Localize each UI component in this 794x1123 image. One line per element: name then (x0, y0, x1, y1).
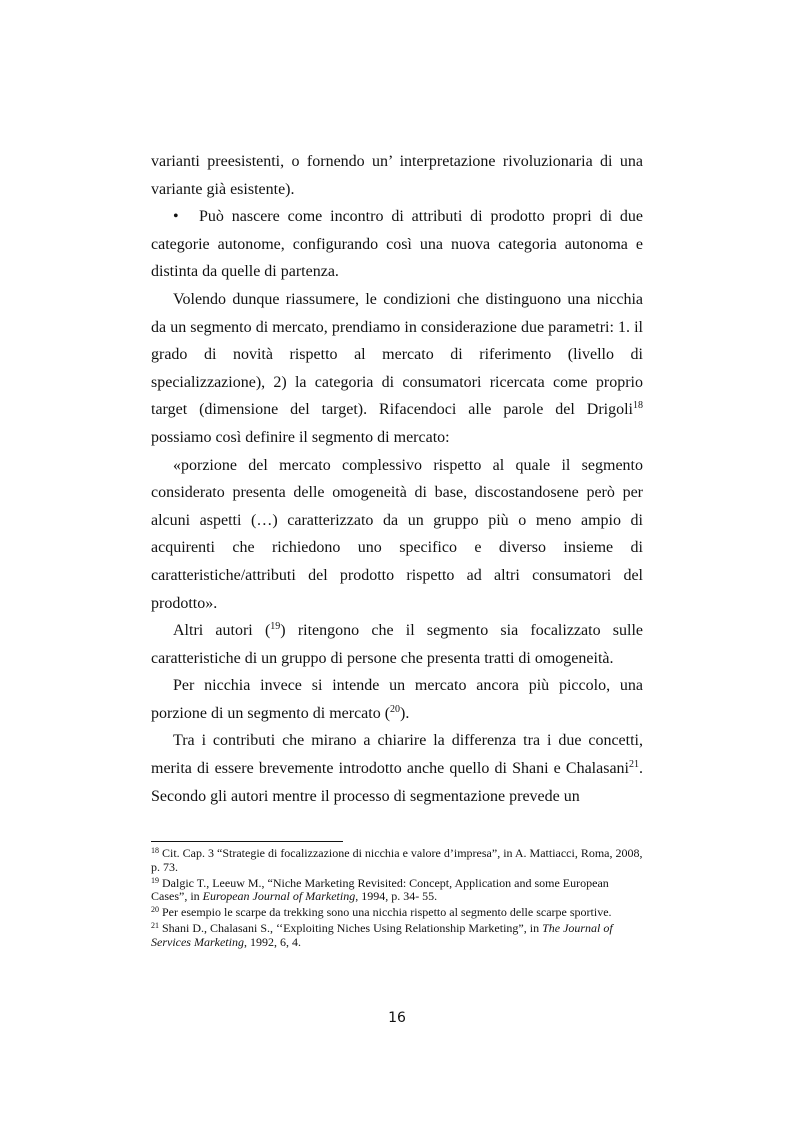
footnote-separator (151, 841, 343, 842)
paragraph-shani-chalasani: Tra i contributi che mirano a chiarire la differenza tra i due concetti, merita di essere brevemente introdotto anche quello di Shani e Chalasani$^{21}$. Secondo gli autori mentre il processo di segmentazione prevede un (151, 732, 643, 805)
footnote-ref-20: 20 (390, 703, 401, 715)
footnotes (151, 847, 643, 952)
body-text (151, 148, 643, 810)
footnote: $^{21}$ Shani D., Chalasani S., ‘‘Exploiting Niches Using Relationship Marketing”, in The Journal of Services Marketing, 1992, 6, 4. (151, 920, 613, 949)
bullet-symbol: • (173, 208, 179, 226)
paragraph-continuation: varianti preesistenti, o fornendo un’ interpretazione rivoluzionaria di una variante già esistente). (151, 153, 643, 198)
footnote-ref-18: 18 (633, 400, 643, 412)
footnote: $^{20}$ Per esempio le scarpe da trekking sono una nicchia rispetto al segmento delle scarpe sportive. (151, 905, 612, 920)
paragraph-summary: Volendo dunque riassumere, le condizioni che distinguono una nicchia da un segmento di mercato, prendiamo in considerazione due parametri: 1. il grado di novità rispetto al mercato di riferimento (livello di specializzazione), 2) la categoria di consumatori ricercata come proprio target (dimensione del target). Rifacendoci alle parole del Drigoli$^{18}$ possiamo così definire il segmento di mercato: (151, 290, 643, 446)
quotation-paragraph: «porzione del mercato complessivo rispetto al quale il segmento considerato presenta delle omogeneità di base, discostandosene però per alcuni aspetti (…) caratterizzato da un gruppo più o meno ampio di acquirenti che richiedono uno specifico e diverso insieme di caratteristiche/attributi del prodotto rispetto ad altri consumatori del prodotto». (151, 456, 643, 612)
footnote: $^{19}$ Dalgic T., Leeuw M., “Niche Marketing Revisited: Concept, Application and some European Cases”, in European Journal of Marketing, 1994, p. 34- 55. (151, 875, 609, 904)
page-number: 16 (388, 1010, 406, 1026)
paragraph-niche: Per nicchia invece si intende un mercato ancora più piccolo, una porzione di un segmento di mercato ($^{20}$). (151, 677, 643, 722)
footnote-ref-19: 19 (270, 621, 281, 633)
paragraph-other-authors: Altri autori ($^{19}$) ritengono che il segmento sia focalizzato sulle caratteristiche di un gruppo di persone che presenta tratti di omogeneità. (151, 621, 643, 667)
footnote-ref-21: 21 (629, 759, 639, 771)
footnote: $^{18}$ Cit. Cap. 3 “Strategie di focalizzazione di nicchia e valore d’impresa”, in A. Mattiacci, Roma, 2008, p. 73. (151, 846, 643, 874)
bullet-paragraph: • Può nascere come incontro di attributi di prodotto propri di due categorie autonome, configurando così una nuova categoria autonoma e distinta da quelle di partenza. (151, 203, 643, 286)
